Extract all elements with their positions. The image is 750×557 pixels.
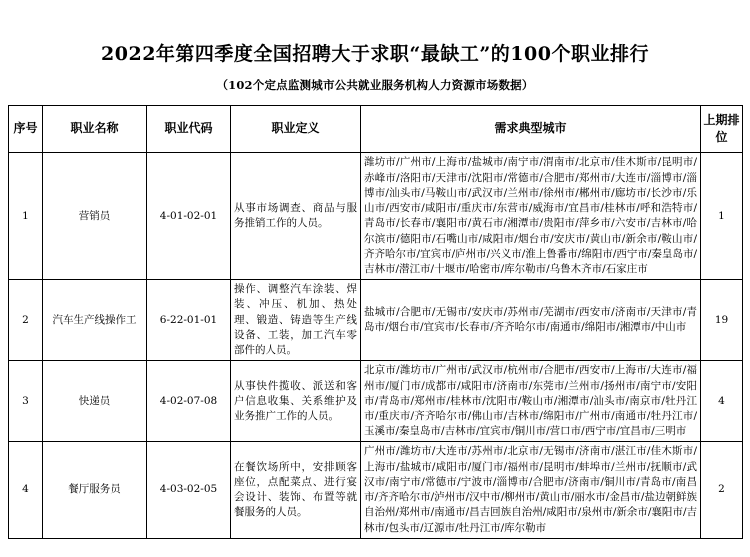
header-city: 需求典型城市	[361, 105, 701, 153]
document-page	[0, 42, 750, 557]
header-rank: 序号	[9, 105, 43, 153]
cell-code: 6-22-01-01	[147, 280, 231, 361]
cell-name: 餐厅服务员	[43, 442, 147, 538]
cell-previous-rank: 19	[701, 280, 743, 361]
table-header-row	[9, 105, 743, 153]
cell-previous-rank: 2	[701, 442, 743, 538]
cell-city: 盐城市/合肥市/无锡市/安庆市/苏州市/芜湖市/西安市/济南市/天津市/青岛市/烟台市/宜宾市/长春市/齐齐哈尔市/南通市/绵阳市/湘潭市/中山市	[361, 280, 701, 361]
cell-name: 营销员	[43, 153, 147, 280]
header-definition: 职业定义	[231, 105, 361, 153]
cell-name: 快递员	[43, 361, 147, 442]
cell-city: 广州市/潍坊市/大连市/苏州市/北京市/无锡市/济南市/湛江市/佳木斯市/上海市/盐城市/咸阳市/厦门市/福州市/昆明市/蚌埠市/兰州市/抚顺市/武汉市/南宁市/常德市/宁波市/淄博市/合肥市/济南市/铜川市/青岛市/南昌市/齐齐哈尔市/泸州市/汉中市/柳州市/黄山市/丽水市/金昌市/盐边朝鲜族自治州/郑州市/南通市/昌吉回族自治州/咸阳市/泉州市/新余市/襄阳市/吉林市/包头市/辽源市/牡丹江市/库尔勒市	[361, 442, 701, 538]
cell-city: 北京市/潍坊市/广州市/武汉市/杭州市/合肥市/西安市/上海市/大连市/福州市/厦门市/成都市/咸阳市/济南市/东莞市/兰州市/扬州市/南宁市/安阳市/青岛市/郑州市/桂林市/沈阳市/鞍山市/湘潭市/汕头市/南京市/牡丹江市/重庆市/齐齐哈尔市/佛山市/吉林市/绵阳市/广州市/南通市/牡丹江市/玉溪市/秦皇岛市/吉林市/宜宾市/铜川市/营口市/西宁市/宜昌市/三明市	[361, 361, 701, 442]
cell-definition: 从事市场调查、商品与服务推销工作的人员。	[231, 153, 361, 280]
cell-rank: 2	[9, 280, 43, 361]
occupation-ranking-table	[8, 105, 743, 539]
cell-city: 潍坊市/广州市/上海市/盐城市/南宁市/渭南市/北京市/佳木斯市/昆明市/赤峰市/洛阳市/天津市/沈阳市/常德市/合肥市/郑州市/大连市/淄博市/淄博市/汕头市/马鞍山市/武汉市/兰州市/徐州市/郴州市/廊坊市/长沙市/乐山市/西安市/咸阳市/重庆市/东营市/威海市/宜昌市/桂林市/呼和浩特市/青岛市/长春市/襄阳市/黄石市/湘潭市/贵阳市/萍乡市/六安市/吉林市/哈尔滨市/德阳市/石嘴山市/咸阳市/烟台市/安庆市/黄山市/新余市/鞍山市/齐齐哈尔市/宜宾市/庐州市/兴义市/淮上鲁番市/绵阳市/西宁市/秦皇岛市/吉林市/潜江市/十堰市/哈密市/库尔勒市/乌鲁木齐市/石家庄市	[361, 153, 701, 280]
cell-rank: 1	[9, 153, 43, 280]
cell-code: 4-02-07-08	[147, 361, 231, 442]
cell-code: 4-01-02-01	[147, 153, 231, 280]
cell-previous-rank: 4	[701, 361, 743, 442]
table-row	[9, 280, 743, 361]
header-code: 职业代码	[147, 105, 231, 153]
page-subtitle: （102个定点监测城市公共就业服务机构人力资源市场数据）	[216, 77, 534, 92]
cell-code: 4-03-02-05	[147, 442, 231, 538]
table-row	[9, 361, 743, 442]
header-previous-rank: 上期排位	[701, 105, 743, 153]
header-name: 职业名称	[43, 105, 147, 153]
cell-previous-rank: 1	[701, 153, 743, 280]
cell-definition: 从事快件揽收、派送和客户信息收集、关系维护及业务推广工作的人员。	[231, 361, 361, 442]
cell-name: 汽车生产线操作工	[43, 280, 147, 361]
table-row	[9, 153, 743, 280]
cell-rank: 3	[9, 361, 43, 442]
page-title: 2022年第四季度全国招聘大于求职“最缺工”的100个职业排行	[101, 43, 649, 65]
cell-definition: 在餐饮场所中，安排顾客座位，点配菜点、进行宴会设计、装饰、布置等就餐服务的人员。	[231, 442, 361, 538]
cell-rank: 4	[9, 442, 43, 538]
cell-definition: 操作、调整汽车涂装、焊装、冲压、机加、热处理、锻造、铸造等生产线设备、工装，加工汽车零部件的人员。	[231, 280, 361, 361]
table-row	[9, 442, 743, 538]
